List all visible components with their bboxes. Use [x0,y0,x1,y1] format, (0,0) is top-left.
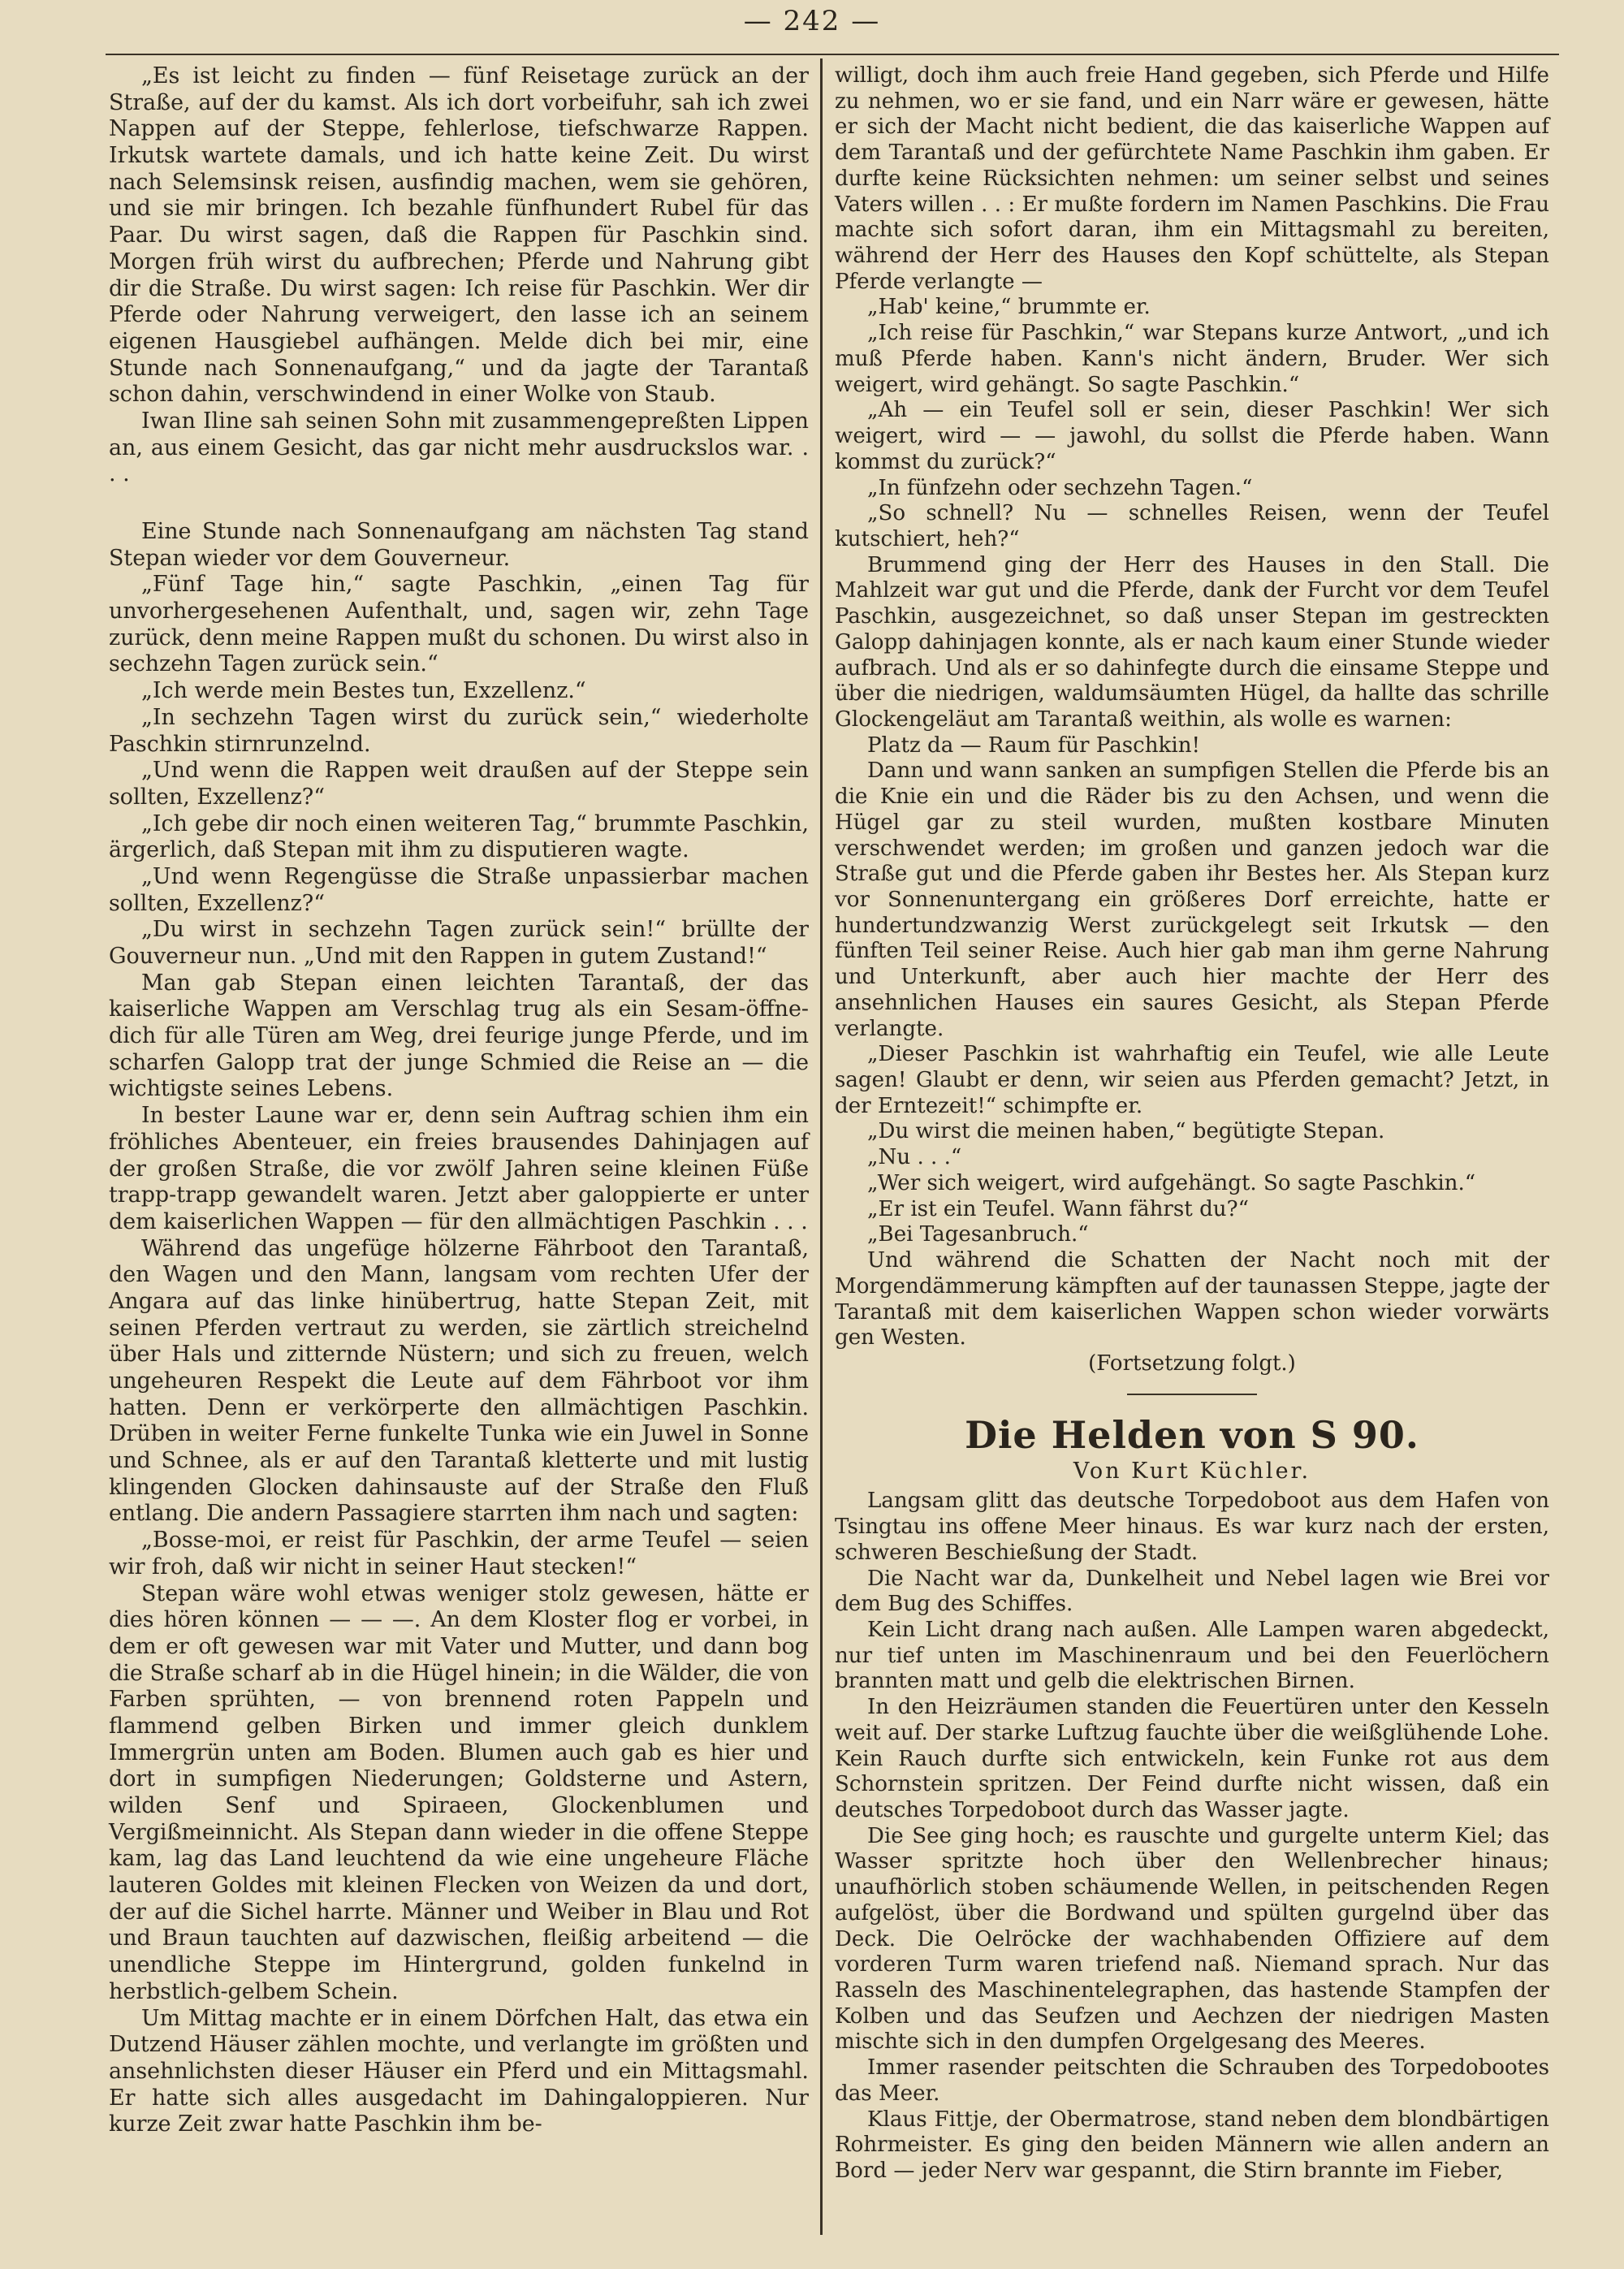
paragraph: Brummend ging der Herr des Hauses in den Stall. Die Mahlzeit war gut und die Pferde, dank der Furcht vor dem Teufel Paschkin, ausgezeichnet, so daß unser Stepan im gestreckten Galopp dahinjagen konnte, als er nach kaum einer Stunde wieder aufbrach. Und als er so dahinfegte durch die einsame Steppe und über die niedrigen, waldumsäumten Hügel, da hallte das schrille Glockengeläut am Tarantaß weithin, als wolle es warnen: [835,552,1549,732]
paragraph: Die See ging hoch; es rauschte und gurgelte unterm Kiel; das Wasser spritzte hoch über den Wellenbrecher hinaus; unaufhörlich stoben schäumende Wellen, in peitschenden Regen aufgelöst, über die Bordwand und spülten gurgelnd über das Deck. Die Oelröcke der wachhabenden Offiziere auf dem vorderen Turm waren triefend naß. Niemand sprach. Nur das Rasseln des Maschinentelegraphen, das hastende Stampfen der Kolben und das Seufzen und Aechzen der niedrigen Masten mischte sich in den dumpfen Orgelgesang des Meeres. [835,1823,1549,2055]
paragraph: „Du wirst die meinen haben,“ begütigte Stepan. [867,1119,1385,1144]
paragraph: Kein Licht drang nach außen. Alle Lampen waren abgedeckt, nur tief unten im Maschinenraum und bei den Feuerlöchern brannten matt und gelb die elektrischen Birnen. [835,1617,1549,1694]
article-byline: Von Kurt Küchler. [1073,1458,1311,1484]
left-column [109,63,809,2138]
paragraph: Eine Stunde nach Sonnenaufgang am nächsten Tag stand Stepan wieder vor dem Gouverneur. [109,519,809,571]
paragraph: willigt, doch ihm auch freie Hand gegeben, sich Pferde und Hilfe zu nehmen, wo er sie fand, und ein Narr wäre er gewesen, hätte er sich der Macht nicht bedient, die das kaiserliche Wappen auf dem Tarantaß und der gefürchtete Name Paschkin ihm gaben. Er durfte keine Rücksichten nehmen: um seiner selbst und seines Vaters willen . . : Er mußte fordern im Namen Paschkins. Die Frau machte sich sofort daran, ihm ein Mittagsmahl zu bereiten, während der Herr des Hauses den Kopf schüttelte, als Stepan Pferde verlangte — [835,63,1549,294]
right-column [835,63,1549,2185]
paragraph: In bester Laune war er, denn sein Auftrag schien ihm ein fröhliches Abenteuer, ein freies brausendes Dahinjagen auf der großen Straße, die vor zwölf Jahren seine kleinen Füße trapp-trapp gewandelt waren. Jetzt aber galoppierte er unter dem kaiserlichen Wappen — für den allmächtigen Paschkin . . . [109,1103,809,1234]
paragraph: In den Heizräumen standen die Feuertüren unter den Kesseln weit auf. Der starke Luftzug fauchte über die weißglühende Lohe. Kein Rauch durfte sich entwickeln, kein Funke rot aus dem Schornstein spritzen. Der Feind durfte nicht wissen, daß ein deutsches Torpedoboot durch das Wasser jagte. [835,1695,1549,1822]
article-title: Die Helden von S 90. [965,1412,1419,1457]
paragraph: „Und wenn die Rappen weit draußen auf der Steppe sein sollten, Exzellenz?“ [109,758,809,810]
paragraph: „Ah — ein Teufel soll er sein, dieser Paschkin! Wer sich weigert, wird — — jawohl, du sollst die Pferde haben. Wann kommst du zurück?“ [835,398,1549,474]
paragraph: „Bei Tagesanbruch.“ [867,1222,1089,1247]
paragraph: Platz da — Raum für Paschkin! [867,733,1201,758]
paragraph: „Hab' keine,“ brummte er. [867,295,1151,320]
paragraph: Iwan Iline sah seinen Sohn mit zusammengepreßten Lippen an, aus einem Gesicht, das gar nicht mehr ausdruckslos war. . . . [109,408,809,487]
paragraph: „Dieser Paschkin ist wahrhaftig ein Teufel, wie alle Leute sagen! Glaubt er denn, wir seien aus Pferden gemacht? Jetzt, in der Erntezeit!“ schimpfte er. [835,1042,1549,1118]
paragraph: „So schnell? Nu — schnelles Reisen, wenn der Teufel kutschiert, heh?“ [835,501,1549,551]
paragraph: Man gab Stepan einen leichten Tarantaß, der das kaiserliche Wappen am Verschlag trug als ein Sesam-öffne-dich für alle Türen am Weg, drei feurige junge Pferde, und im scharfen Galopp trat der junge Schmied die Reise an — die wichtigste seines Lebens. [109,970,809,1102]
paragraph: „Ich werde mein Bestes tun, Exzellenz.“ [141,678,586,704]
paragraph: „Ich reise für Paschkin,“ war Stepans kurze Antwort, „und ich muß Pferde haben. Kann's nicht ändern, Bruder. Wer sich weigert, wird gehängt. So sagte Paschkin.“ [835,321,1549,397]
column-divider [820,58,823,2235]
paragraph: Und während die Schatten der Nacht noch mit der Morgendämmerung kämpften auf der taunassen Steppe, jagte der Tarantaß mit dem kaiserlichen Wappen schon wieder vorwärts gen Westen. [835,1248,1549,1351]
paragraph: „Ich gebe dir noch einen weiteren Tag,“ brummte Paschkin, ärgerlich, daß Stepan mit ihm zu disputieren wagte. [109,810,809,863]
paragraph: „Er ist ein Teufel. Wann fährst du?“ [867,1196,1249,1221]
header-rule [106,54,1559,55]
paragraph: „Es ist leicht zu finden — fünf Reisetage zurück an der Straße, auf der du kamst. Als ich dort vorbeifuhr, sah ich zwei Nappen auf der Steppe, fehlerlose, tiefschwarze Rappen. Irkutsk wartete damals, und ich hatte keine Zeit. Du wirst nach Selemsinsk reisen, ausfindig machen, wem sie gehören, und sie mir bringen. Ich bezahle fünfhundert Rubel für das Paar. Du wirst sagen, daß die Rappen für Paschkin sind. Morgen früh wirst du aufbrechen; Pferde und Nahrung gibt dir die Straße. Du wirst sagen: Ich reise für Paschkin. Wer dir Pferde oder Nahrung verweigert, den lasse ich an seinem eigenen Hausgiebel aufhängen. Melde dich bei mir, eine Stunde nach Sonnenaufgang,“ und da jagte der Tarantaß schon dahin, verschwindend in einer Wolke von Staub. [109,63,809,408]
paragraph: „Bosse-moi, er reist für Paschkin, der arme Teufel — seien wir froh, daß wir nicht in seiner Haut stecken!“ [109,1528,809,1580]
paragraph: Klaus Fittje, der Obermatrose, stand neben dem blondbärtigen Rohrmeister. Es ging den beiden Männern wie allen andern an Bord — jeder Nerv war gespannt, die Stirn brannte im Fieber, [835,2107,1549,2184]
story-continuation [835,63,1549,1351]
paragraph: Langsam glitt das deutsche Torpedoboot aus dem Hafen von Tsingtau ins offene Meer hinaus. Es war kurz nach der ersten, schweren Beschießung der Stadt. [835,1489,1549,1565]
paragraph: „In sechzehn Tagen wirst du zurück sein,“ wiederholte Paschkin stirnrunzelnd. [109,704,809,757]
section-gap [109,488,809,519]
article-body [835,1489,1549,2184]
page-number: — 242 — [743,5,881,37]
paragraph: Immer rasender peitschten die Schrauben des Torpedobootes das Meer. [835,2055,1549,2106]
continuation-note: (Fortsetzung folgt.) [1088,1351,1296,1376]
paragraph: „In fünfzehn oder sechzehn Tagen.“ [867,475,1253,500]
paragraph: Die Nacht war da, Dunkelheit und Nebel lagen wie Brei vor dem Bug des Schiffes. [835,1566,1549,1617]
paragraph: Um Mittag machte er in einem Dörfchen Halt, das etwa ein Dutzend Häuser zählen mochte, und verlangte im größten und ansehnlichsten dieser Häuser ein Pferd und ein Mittagsmahl. Er hatte sich alles ausgedacht im Dahingaloppieren. Nur kurze Zeit zwar hatte Paschkin ihm be- [109,2005,809,2137]
paragraph: Stepan wäre wohl etwas weniger stolz gewesen, hätte er dies hören können — — —. An dem Kloster flog er vorbei, in dem er oft gewesen war mit Vater und Mutter, und dann bog die Straße scharf ab in die Hügel hinein; in die Wälder, die von Farben sprühten, — von brennend roten Pappeln und flammend gelben Birken und immer gleich dunklem Immergrün unten am Boden. Blumen auch gab es hier und dort in sumpfigen Niederungen; Goldsterne und Astern, wilden Senf und Spiraeen, Glockenblumen und Vergißmeinnicht. Als Stepan dann wieder in die offene Steppe kam, lag das Land leuchtend da wie eine ungeheure Fläche lauteren Goldes mit kleinen Flecken von Weizen da und dort, der auf die Sichel harrte. Männer und Weiber in Blau und Rot und Braun tauchten auf dazwischen, fleißig arbeitend — die unendliche Steppe im Hintergrund, golden funkelnd in herbstlich-gelbem Schein. [109,1580,809,2004]
paragraph: „Nu . . .“ [867,1145,962,1170]
paragraph: Während das ungefüge hölzerne Fährboot den Tarantaß, den Wagen und den Mann, langsam vom rechten Ufer der Angara auf das linke hinübertrug, hatte Stepan Zeit, mit seinen Pferden vertraut zu werden, sie zärtlich streichelnd über Hals und zitternde Nüstern; und sich zu freuen, welch ungeheuren Respekt die Leute auf dem Fährboot vor ihm hatten. Denn er verkörperte den allmächtigen Paschkin. Drüben in weiter Ferne funkelte Tunka wie ein Juwel in Sonne und Schnee, als er auf den Tarantaß kletterte und mit lustig klingenden Glocken dahinsauste auf der Straße den Fluß entlang. Die andern Passagiere starrten ihm nach und sagten: [109,1235,809,1527]
paragraph: „Wer sich weigert, wird aufgehängt. So sagte Paschkin.“ [867,1170,1476,1195]
article-separator [1127,1394,1257,1395]
paragraph: „Und wenn Regengüsse die Straße unpassierbar machen sollten, Exzellenz?“ [109,863,809,916]
paragraph: „Fünf Tage hin,“ sagte Paschkin, „einen Tag für unvorhergesehenen Aufenthalt, und, sagen wir, zehn Tage zurück, denn meine Rappen mußt du schonen. Du wirst also in sechzehn Tagen zurück sein.“ [109,572,809,677]
paragraph: Dann und wann sanken an sumpfigen Stellen die Pferde bis an die Knie ein und die Räder bis zu den Achsen, und wenn die Hügel gar zu steil wurden, mußten kostbare Minuten verschwendet werden; im großen und ganzen jedoch war die Straße gut und die Pferde gaben ihr Bestes her. Als Stepan kurz vor Sonnenuntergang ein größeres Dorf erreichte, hatte er hundertundzwanzig Werst zurückgelegt seit Irkutsk — den fünften Teil seiner Reise. Auch hier gab man ihm gerne Nahrung und Unterkunft, aber auch hier machte der Herr des ansehnlichen Hauses ein saures Gesicht, als Stepan Pferde verlangte. [835,758,1549,1041]
paragraph: „Du wirst in sechzehn Tagen zurück sein!“ brüllte der Gouverneur nun. „Und mit den Rappen in gutem Zustand!“ [109,917,809,969]
